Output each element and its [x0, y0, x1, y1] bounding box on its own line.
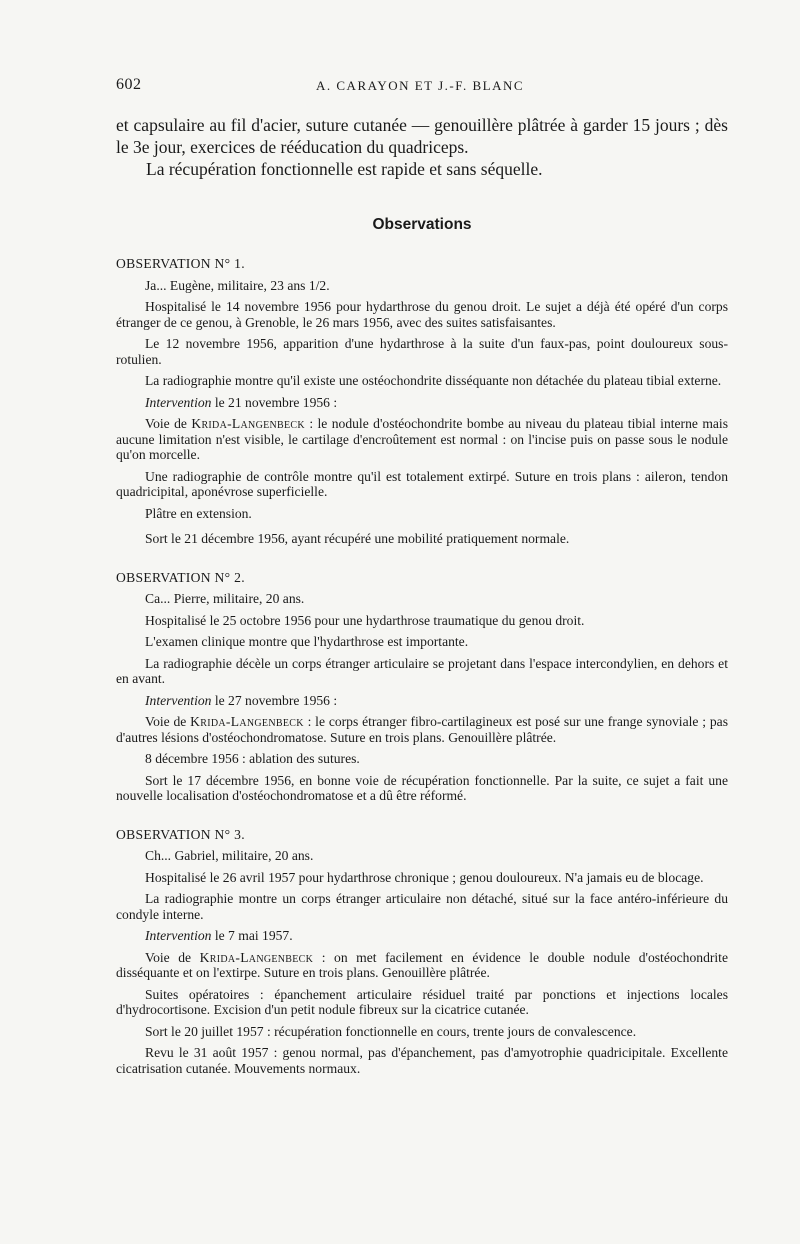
paragraph: Suites opératoires : épanchement articulaire résiduel traité par ponctions et injections locales d'hydrocortisone. Excision d'un petit nodule fibreux sur la cicatrice cutanée.: [116, 986, 728, 1017]
page: [116, 76, 728, 1099]
observation-3: [116, 827, 728, 1077]
paragraph: Une radiographie de contrôle montre qu'il est totalement extirpé. Suture en trois plans : aileron, tendon quadricipital, aponévrose superficielle.: [116, 468, 728, 499]
paragraph: La radiographie montre un corps étranger articulaire non détaché, situé sur la face antéro-inférieure du condyle interne.: [116, 891, 728, 922]
intervention-date: le 7 mai 1957.: [211, 928, 293, 943]
approach-name: Krida-Langenbeck: [191, 416, 305, 431]
intervention-label: Intervention: [145, 928, 212, 943]
intervention-date: le 27 novembre 1956 :: [211, 692, 338, 708]
observations: [116, 256, 728, 1076]
running-header: [116, 76, 728, 98]
approach-label: Voie de: [145, 949, 200, 965]
paragraph: L'examen clinique montre que l'hydarthrose est importante.: [145, 634, 469, 649]
approach-label: Voie de: [145, 416, 192, 431]
intervention-label: Intervention: [145, 692, 212, 708]
paragraph: Hospitalisé le 25 octobre 1956 pour une hydarthrose traumatique du genou droit.: [145, 612, 585, 628]
paragraph: 8 décembre 1956 : ablation des sutures.: [145, 751, 360, 766]
patient-line: Ja... Eugène, militaire, 23 ans 1/2.: [145, 277, 330, 293]
paragraph: Plâtre en extension.: [145, 505, 252, 521]
paragraph: Hospitalisé le 26 avril 1957 pour hydarthrose chronique ; genou douloureux. N'a jamais eu de blocage.: [145, 869, 704, 885]
paragraph: Revu le 31 août 1957 : genou normal, pas d'épanchement, pas d'amyotrophie quadricipitale. Excellente cicatrisation cutanée. Mouvements normaux.: [116, 1045, 728, 1076]
section-title: Observations: [372, 216, 472, 233]
approach-name: Krida-Langenbeck: [199, 949, 314, 965]
paragraph: Sort le 17 décembre 1956, en bonne voie de récupération fonctionnelle. Par la suite, ce sujet a fait une nouvelle localisation d'ostéochondromatose et a dû être réformé.: [116, 772, 728, 803]
observation-2: [116, 570, 728, 804]
page-number: 602: [116, 76, 142, 93]
approach-text: : on met facilement en évidence le double nodule d'ostéochondrite disséquante et on l'extirpe. Suture en trois plans. Genouillère plâtrée.: [116, 949, 728, 980]
approach-text: : le nodule d'ostéochondrite bombe au niveau du plateau tibial interne mais aucune limitation n'est visible, le cartilage d'encroûtement est normal : on l'incise puis on passe sous le nodule qu'on morcelle.: [116, 416, 728, 462]
approach-text: : le corps étranger fibro-cartilagineux est posé sur une frange synoviale ; pas d'autres lésions d'ostéochondromatose. Suture en trois plans. Genouillère plâtrée.: [116, 714, 728, 745]
observation-heading: OBSERVATION N° 3.: [116, 826, 245, 842]
intro-paragraph-1: et capsulaire au fil d'acier, suture cutanée — genouillère plâtrée à garder 15 jours ; dès le 3e jour, exercices de rééducation du quadriceps.: [116, 115, 728, 157]
paragraph: Le 12 novembre 1956, apparition d'une hydarthrose à la suite d'un faux-pas, point douloureux sous-rotulien.: [116, 336, 728, 367]
paragraph: Hospitalisé le 14 novembre 1956 pour hydarthrose du genou droit. Le sujet a déjà été opéré d'un corps étranger de ce genou, à Grenoble, le 26 mars 1956, avec des suites satisfaisantes.: [116, 299, 728, 330]
observation-heading: OBSERVATION N° 1.: [116, 256, 245, 271]
intervention-line: [116, 693, 728, 709]
approach-label: Voie de: [145, 714, 191, 729]
paragraph: Sort le 20 juillet 1957 : récupération fonctionnelle en cours, trente jours de convalescence.: [145, 1023, 637, 1039]
observation-heading: OBSERVATION N° 2.: [116, 569, 245, 585]
patient-line: Ch... Gabriel, militaire, 20 ans.: [145, 848, 314, 863]
intervention-date: le 21 novembre 1956 :: [211, 394, 338, 410]
approach-paragraph: [116, 416, 728, 463]
approach-name: Krida-Langenbeck: [190, 714, 304, 729]
intro-paragraph-2: La récupération fonctionnelle est rapide et sans séquelle.: [146, 159, 543, 179]
paragraph: Sort le 21 décembre 1956, ayant récupéré une mobilité pratiquement normale.: [145, 531, 570, 546]
paragraph: La radiographie décèle un corps étranger articulaire se projetant dans l'espace intercondylien, en dehors et en avant.: [116, 655, 728, 686]
patient-line: Ca... Pierre, militaire, 20 ans.: [145, 591, 305, 606]
approach-paragraph: [116, 714, 728, 745]
running-authors: A. CARAYON ET J.-F. BLANC: [316, 78, 525, 93]
approach-paragraph: [116, 950, 728, 981]
observation-1: [116, 256, 728, 547]
paragraph: La radiographie montre qu'il existe une ostéochondrite disséquante non détachée du plateau tibial externe.: [145, 373, 722, 388]
intervention-label: Intervention: [145, 394, 212, 410]
intervention-line: [116, 928, 728, 944]
intervention-line: [116, 395, 728, 411]
intro-text: [116, 114, 728, 180]
